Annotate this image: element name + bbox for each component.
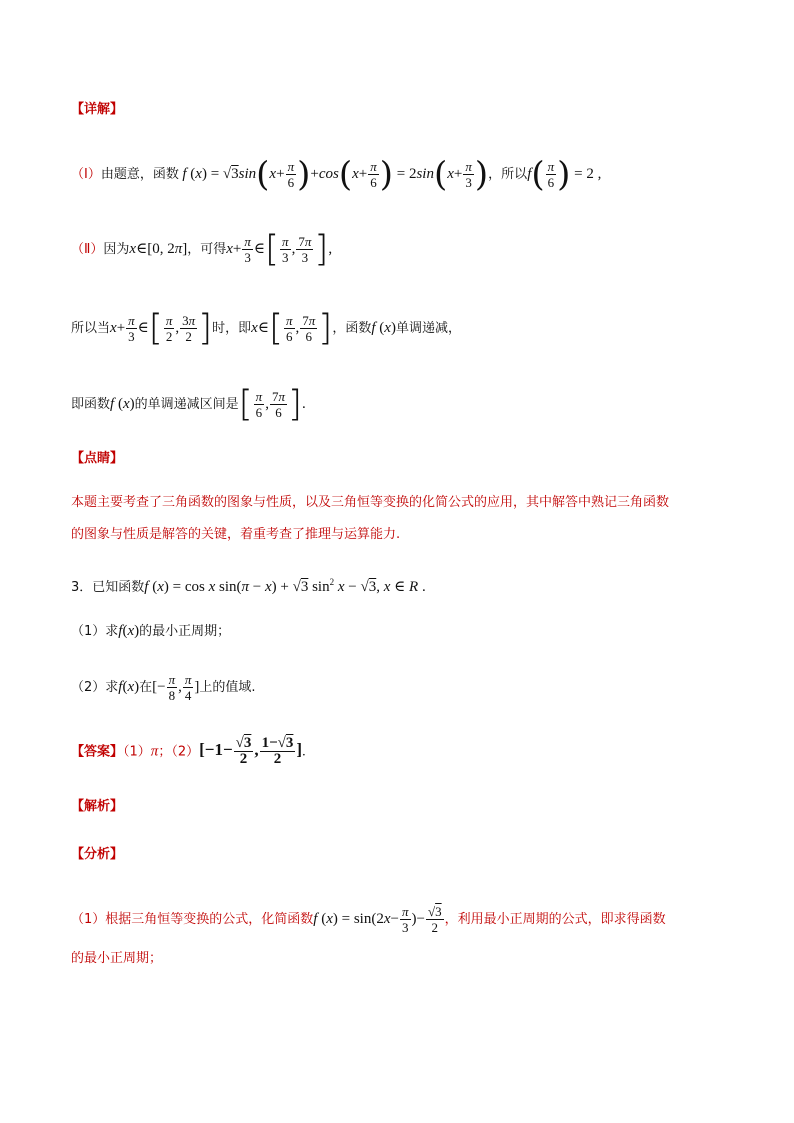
- part2-line: [71, 228, 333, 270]
- part2-label: （Ⅱ）: [71, 241, 104, 257]
- q3-sub2-text: （2）求: [71, 679, 119, 695]
- part1-line: [71, 154, 602, 195]
- part1-result: f( $\frac{\pi}{6}$ ) = 2 ,: [527, 154, 602, 195]
- q3-sub2-text-b: 在: [139, 679, 153, 695]
- line3-text-b: 时，即: [212, 320, 252, 336]
- decreasing-interval-line: [71, 383, 306, 425]
- question-3-line: [71, 572, 426, 598]
- q3-sub2-line: [71, 672, 256, 703]
- part1-text-b: ，所以: [488, 166, 528, 182]
- part1-text: 由题意，函数: [100, 166, 179, 182]
- q3-formula: f (x) = cos x sin(π − x) + √3 $\sin^2 x - √3$, x ∈ R .: [144, 577, 426, 595]
- part2-text-b: ，可得: [187, 241, 227, 257]
- answer-label: 【答案】: [71, 744, 124, 760]
- q3-sub1-fx: f(x): [118, 623, 140, 639]
- line3-text-c: ，函数: [332, 320, 372, 336]
- line4-interval: [ $\frac{\pi}{6}$ , $\frac{7\pi}{6}$ ].: [238, 383, 306, 425]
- answer-part1: （1）: [123, 744, 151, 760]
- fenxi-line-1: [71, 904, 666, 935]
- answer-part2: ；（2）: [158, 744, 200, 760]
- line3-fx: f (x): [371, 319, 396, 336]
- line4-text-b: 的单调递减区间是: [134, 396, 239, 412]
- q3-text: 3．已知函数: [71, 580, 145, 595]
- q3-sub1-text-b: 的最小正周期；: [139, 624, 231, 639]
- q3-sub2-fx: f(x): [118, 678, 140, 695]
- part1-label: （Ⅰ）: [71, 166, 101, 182]
- decreasing-condition-line: [71, 307, 461, 349]
- answer-range: [−1− $\frac{√3}{2}$ , $\frac{1-√3}{2}$ ]: [199, 735, 303, 767]
- section-fenxi-heading: 【分析】: [71, 847, 124, 862]
- line3-text-a: 所以当: [71, 320, 111, 336]
- fenxi-line-2: 的最小正周期；: [71, 951, 163, 966]
- fenxi-formula: f (x) = sin(2x− $\frac{\pi}{3}$ )− $\frac{√3}{2}$: [313, 904, 442, 935]
- comment-line-2: 的图象与性质是解答的关键，着重考查了推理与运算能力.: [71, 527, 401, 542]
- line4-text-a: 即函数: [71, 396, 111, 412]
- fenxi-text-a: （1）根据三角恒等变换的公式，化简函数: [71, 911, 314, 927]
- section-comment-heading: 【点睛】: [71, 451, 124, 466]
- section-analysis-heading: 【解析】: [71, 799, 124, 814]
- part2-range: x+ $\frac{\pi}{3}$ ∈[ $\frac{\pi}{3}$ , $\frac{7\pi}{3}$ ],: [226, 228, 333, 270]
- part2-domain: x∈[0, 2π]: [129, 240, 188, 257]
- section-detail-heading: 【详解】: [71, 102, 124, 117]
- answer-pi: π: [150, 743, 159, 760]
- comment-line-1: 本题主要考查了三角函数的图象与性质，以及三角恒等变换的化简公式的应用，其中解答中熟记三角函数: [71, 495, 670, 510]
- q3-sub2-text-c: 上的值域.: [199, 679, 256, 695]
- q3-sub2-interval: [− $\frac{\pi}{8}$ , $\frac{\pi}{4}$ ]: [152, 672, 200, 703]
- line3-formula-a: x+ $\frac{\pi}{3}$ ∈[ $\frac{\pi}{2}$ , $\frac{3\pi}{2}$ ]: [110, 307, 213, 349]
- q3-sub1-text: （1）求: [71, 624, 119, 639]
- line3-formula-b: x∈[ $\frac{\pi}{6}$ , $\frac{7\pi}{6}$ ]: [251, 307, 333, 349]
- fenxi-text-b: ，利用最小正周期的公式，即求得函数: [444, 911, 666, 927]
- part1-formula: f (x) = √3sin(x+ $\frac{\pi}{6}$ )+cos(x+ $\frac{\pi}{6}$ ) = 2sin(x+ $\frac{\pi}{3}$ ): [182, 154, 489, 195]
- line3-text-d: 单调递减，: [395, 320, 461, 336]
- q3-sub1-line: [71, 621, 230, 642]
- answer-line: 【答案】（1）π；（2）[−1− $\frac{√3}{2}$ , $\frac{1-√3}{2}$ ].: [71, 735, 306, 767]
- part2-text: 因为: [103, 241, 130, 257]
- line4-fx: f (x): [110, 395, 135, 412]
